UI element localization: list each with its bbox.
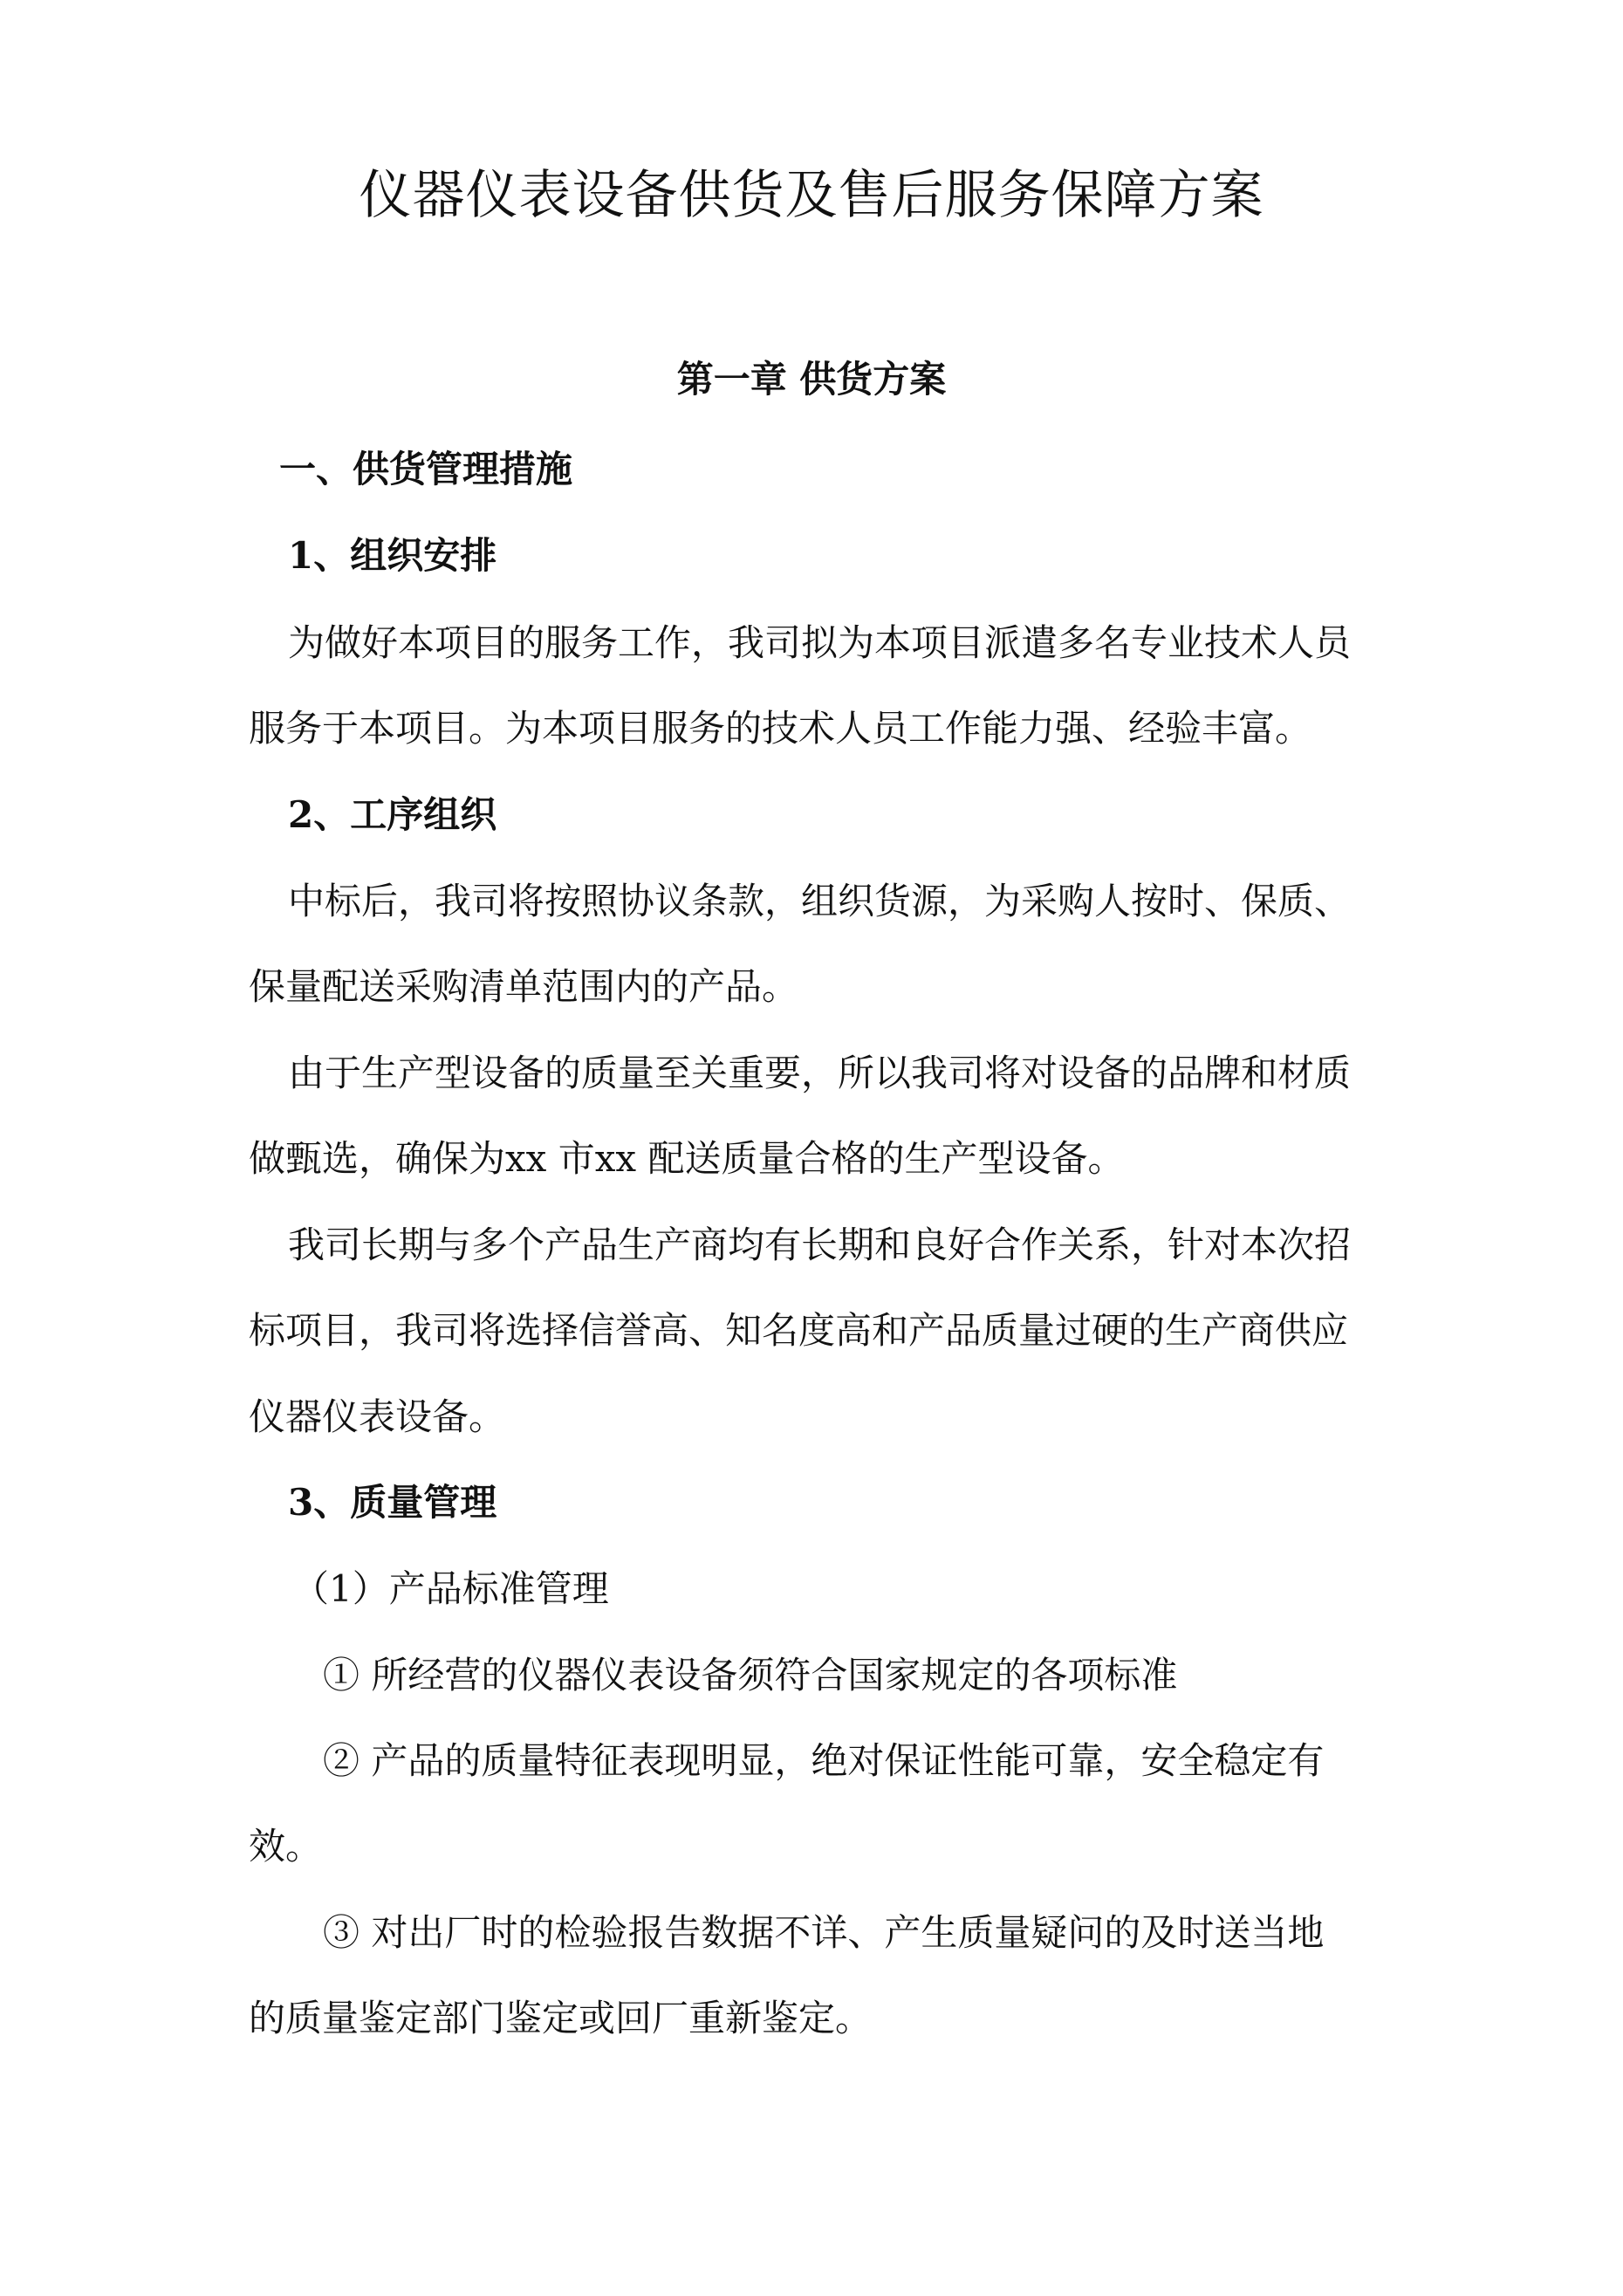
subsection-heading-quality: 3、质量管理 [288, 1481, 497, 1524]
paragraph-line: 由于生产型设备的质量至关重要，所以我司将对设备的品牌和材质 [288, 1052, 1352, 1094]
subsection-heading-organization: 1、组织安排 [288, 534, 497, 577]
paragraph-line: 服务于本项目。为本项目服务的技术人员工作能力强、经验丰富。 [249, 707, 1312, 750]
chapter-heading: 第一章 供货方案 [676, 358, 947, 401]
paragraph-line: 保量配送采购清单范围内的产品。 [249, 965, 799, 1008]
list-item-continuation: 的质量鉴定部门鉴定或回厂重新鉴定。 [249, 1997, 873, 2039]
section-heading-supply-management: 一、供货管理措施 [279, 448, 573, 490]
paragraph-line: 我司长期与多个产品生产商均有长期和良好合作关系，针对本次招 [288, 1223, 1352, 1266]
list-item: ② 产品的质量特征表现明显，绝对保证性能可靠，安全稳定有 [323, 1739, 1325, 1782]
list-item: ③ 对出厂时的检验报告数据不详、产生质量疑问的及时送当地 [323, 1911, 1325, 1954]
paragraph-line: 中标后，我司将按照协议条款，组织货源，为采购人按时、保质、 [288, 880, 1352, 922]
paragraph-line: 标项目，我司将选择信誉高、知名度高和产品质量过硬的生产商供应 [249, 1309, 1349, 1352]
document-title: 仪器仪表设备供货及售后服务保障方案 [359, 165, 1264, 226]
list-item: ① 所经营的仪器仪表设备须符合国家规定的各项标准 [323, 1654, 1178, 1696]
list-item-continuation: 效。 [249, 1825, 323, 1868]
list-item-heading: （1）产品标准管理 [292, 1567, 609, 1610]
paragraph-line: 仪器仪表设备。 [249, 1395, 506, 1438]
subsection-heading-process: 2、工序组织 [288, 793, 497, 836]
paragraph-line: 为做好本项目的服务工作，我司拟为本项目派遣多名专业技术人员 [288, 621, 1352, 664]
paragraph-line: 做甄选，确保为xx 市xx 配送质量合格的生产型设备。 [249, 1137, 1125, 1180]
